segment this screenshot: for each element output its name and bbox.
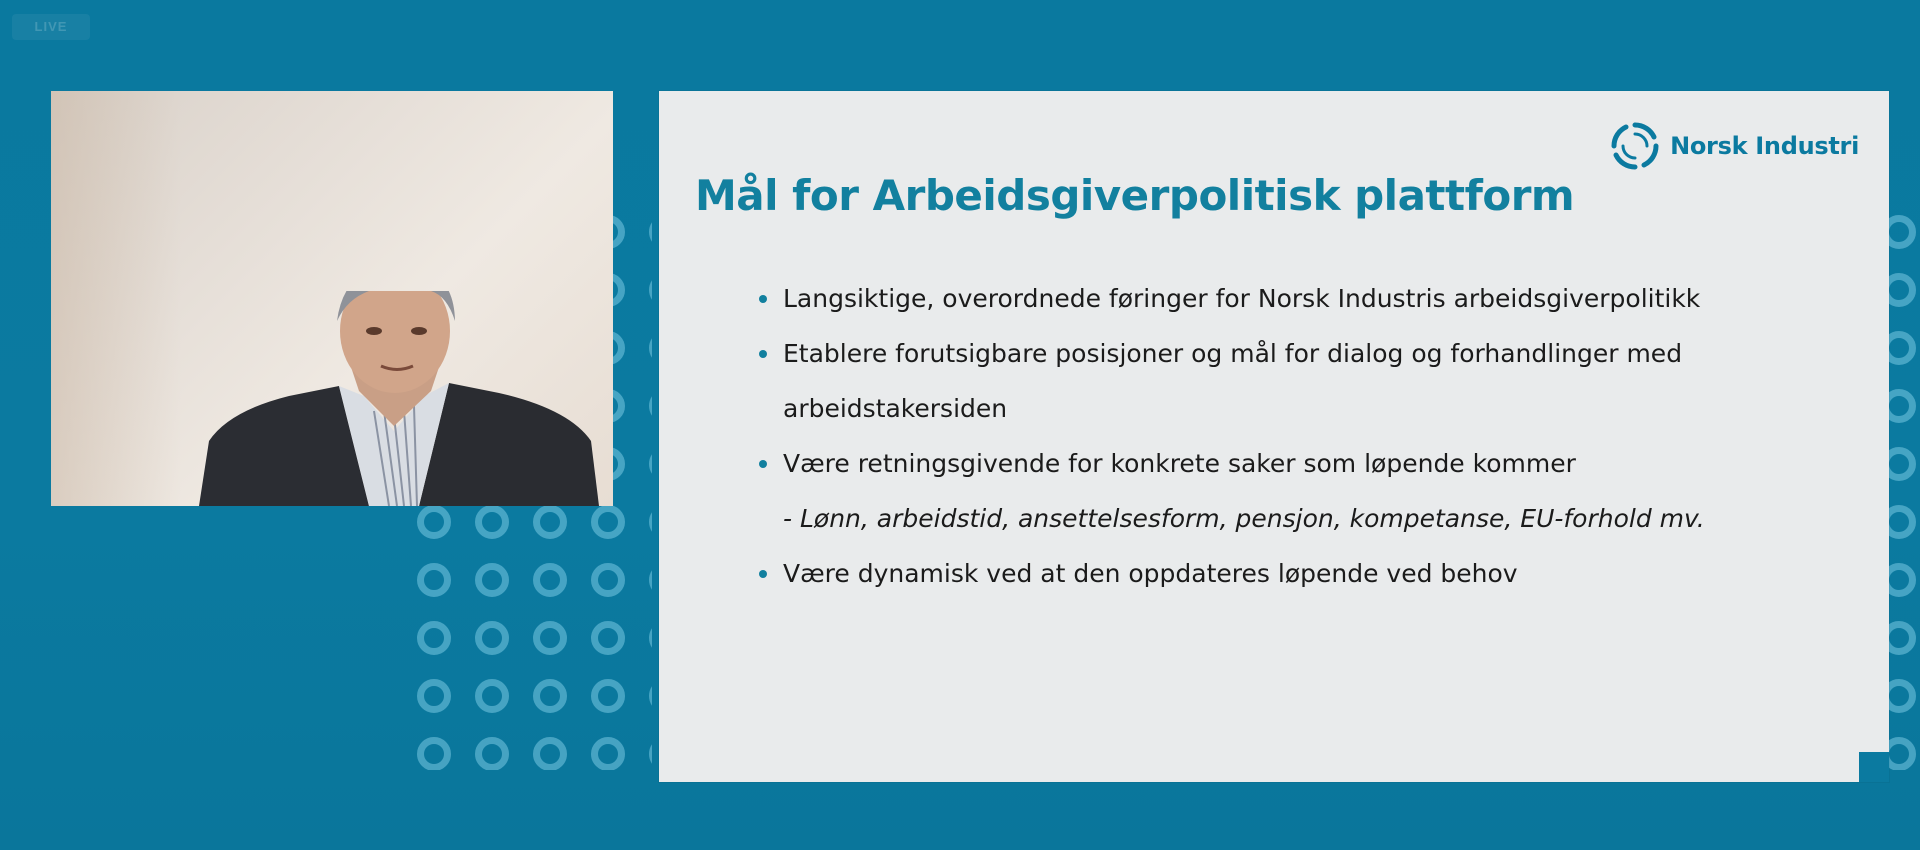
decorative-circle <box>591 679 625 713</box>
decorative-circle <box>649 679 652 713</box>
decorative-circle <box>533 563 567 597</box>
video-background-shade <box>51 91 181 506</box>
decorative-circle <box>591 737 625 770</box>
decorative-circle <box>475 737 509 770</box>
decorative-circle <box>649 505 652 539</box>
logo-text: Norsk Industri <box>1670 132 1859 160</box>
bullet-text: Være retningsgivende for konkrete saker som løpende kommer <box>783 449 1576 478</box>
decorative-circle <box>475 563 509 597</box>
slide-bullet-list <box>759 271 1859 601</box>
norsk-industri-ring-logo-icon <box>1610 121 1660 171</box>
decorative-circle <box>649 273 652 307</box>
decorative-circle <box>475 621 509 655</box>
bullet-dot-icon <box>759 295 767 303</box>
bullet-dot-icon <box>759 570 767 578</box>
speaker-silhouette <box>199 291 599 506</box>
decorative-circle <box>417 563 451 597</box>
decorative-circle <box>533 505 567 539</box>
decorative-circle <box>649 389 652 423</box>
speaker-video-tile <box>51 91 613 506</box>
sub-bullet-text: - Lønn, arbeidstid, ansettelsesform, pensjon, kompetanse, EU-forhold mv. <box>783 504 1705 533</box>
decorative-circle <box>533 679 567 713</box>
slide-title: Mål for Arbeidsgiverpolitisk plattform <box>695 171 1575 220</box>
slide-corner-notch <box>1859 752 1889 782</box>
decorative-circle <box>417 737 451 770</box>
presentation-slide <box>659 91 1889 782</box>
bullet-item <box>759 271 1859 326</box>
bullet-text: Være dynamisk ved at den oppdateres løpende ved behov <box>783 559 1518 588</box>
bullet-item <box>759 436 1859 491</box>
bullet-item <box>759 546 1859 601</box>
decorative-circle <box>591 505 625 539</box>
live-badge: LIVE <box>12 14 90 40</box>
decorative-circle <box>591 621 625 655</box>
decorative-circle <box>649 737 652 770</box>
decorative-circle <box>649 563 652 597</box>
norsk-industri-logo <box>1610 121 1859 171</box>
bullet-dot-icon <box>759 350 767 358</box>
decorative-circle <box>649 215 652 249</box>
decorative-circle <box>475 679 509 713</box>
bullet-dot-icon <box>759 460 767 468</box>
decorative-circle <box>649 447 652 481</box>
decorative-circle <box>591 563 625 597</box>
decorative-circle <box>649 621 652 655</box>
bullet-text: Etablere forutsigbare posisjoner og mål for dialog og forhandlinger med arbeidstakersiden <box>783 339 1683 423</box>
bullet-text: Langsiktige, overordnede føringer for Norsk Industris arbeidsgiverpolitikk <box>783 284 1701 313</box>
sub-bullet-item <box>759 491 1859 546</box>
decorative-circle <box>417 505 451 539</box>
decorative-circle <box>533 621 567 655</box>
bullet-item <box>759 326 1859 436</box>
decorative-circle <box>417 679 451 713</box>
decorative-circle <box>475 505 509 539</box>
decorative-circle <box>649 331 652 365</box>
decorative-circle <box>533 737 567 770</box>
decorative-circle <box>417 621 451 655</box>
